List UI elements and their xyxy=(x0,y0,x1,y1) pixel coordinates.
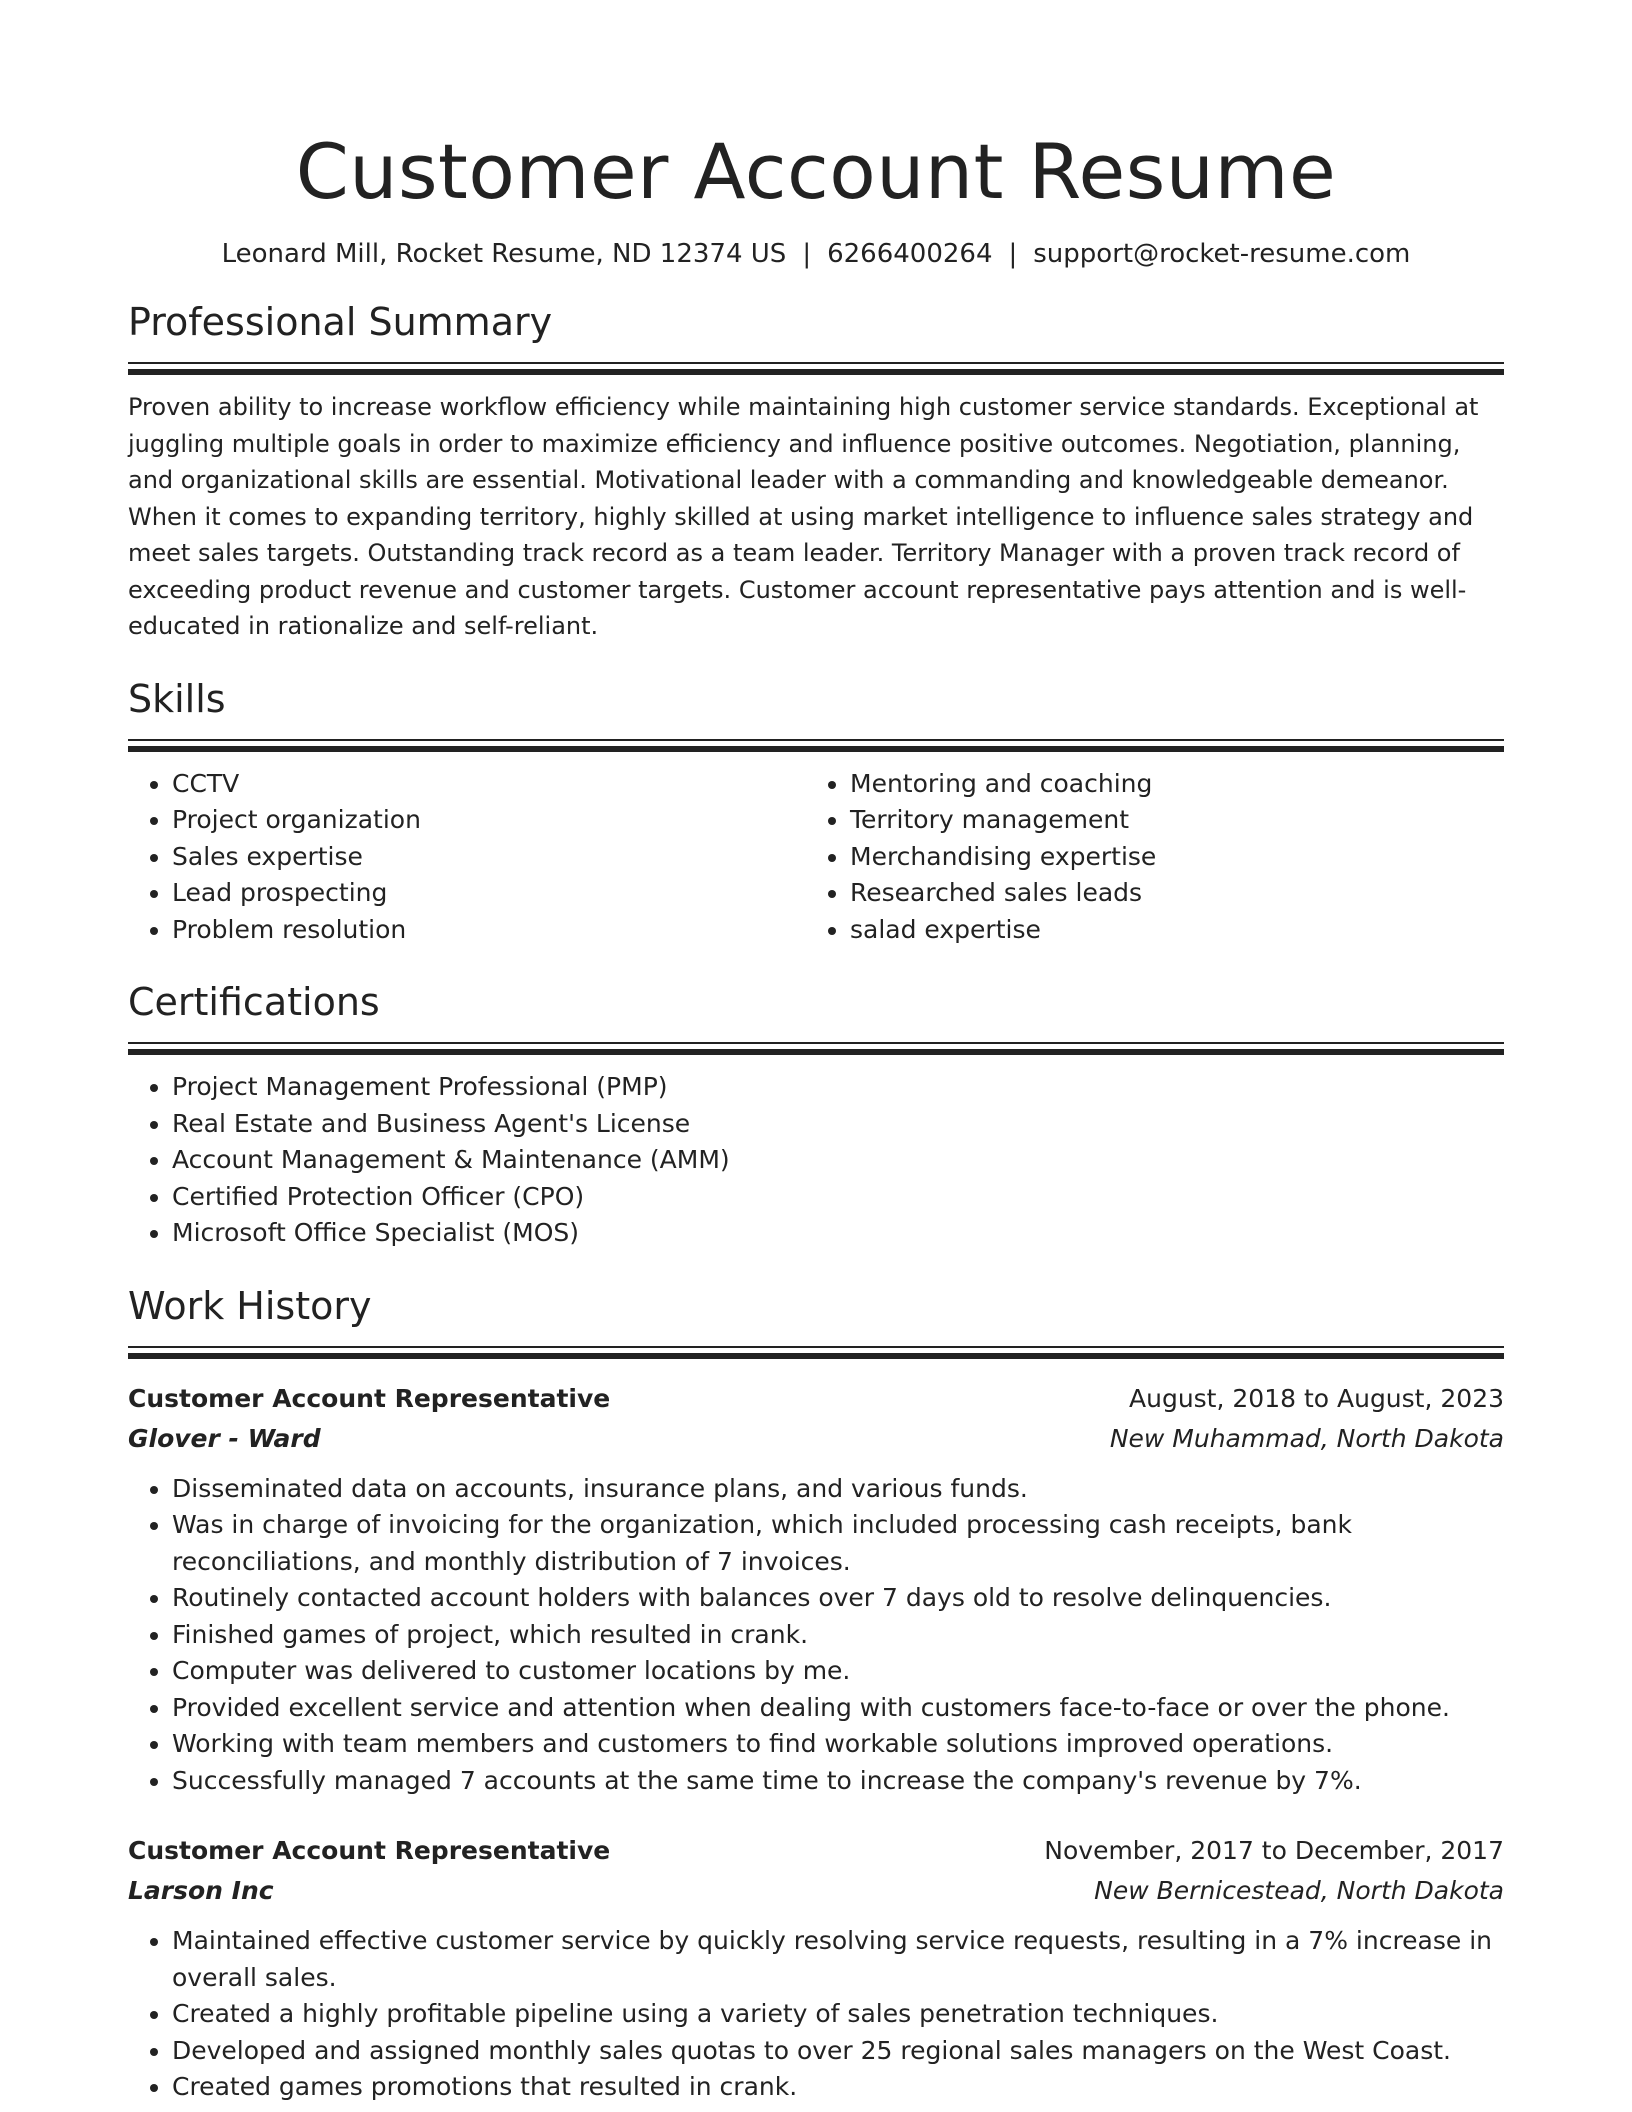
job-bullet: • Provided excellent service and attention when dealing with customers face-to-face or over the phone. xyxy=(172,1690,1504,1727)
job-title: Customer Account Representative xyxy=(128,1383,611,1413)
section-divider xyxy=(128,1042,1504,1055)
certifications-section xyxy=(128,976,1504,1252)
contact-email: support@rocket-resume.com xyxy=(1033,239,1411,269)
job-bullet: • Maintained effective customer service by quickly resolving service requests, resulting in a 7% increase in overall sales. xyxy=(172,1923,1504,1996)
job-bullet: • Successfully managed 7 accounts at the same time to increase the company's revenue by 7%. xyxy=(172,1763,1504,1800)
job-company: Larson Inc xyxy=(128,1876,274,1905)
skill-item: • Merchandising expertise xyxy=(850,839,1484,876)
skill-item: • Problem resolution xyxy=(172,912,806,949)
section-heading-summary: Professional Summary xyxy=(128,300,553,344)
job-company-row xyxy=(128,1419,1504,1459)
skill-item: • Researched sales leads xyxy=(850,875,1484,912)
skill-item: • Mentoring and coaching xyxy=(850,766,1484,803)
job-bullet: • Disseminated data on accounts, insurance plans, and various funds. xyxy=(172,1471,1504,1508)
job-entry xyxy=(128,1379,1504,1800)
certifications-list xyxy=(128,1069,1504,1252)
job-bullet: • Created a highly profitable pipeline using a variety of sales penetration techniques. xyxy=(172,1996,1504,2033)
resume-page xyxy=(128,0,1504,2106)
contact-separator: | xyxy=(802,239,812,269)
job-title: Customer Account Representative xyxy=(128,1836,611,1865)
job-location: New Muhammad, North Dakota xyxy=(1109,1423,1504,1453)
certification-item: • Account Management & Maintenance (AMM) xyxy=(172,1142,1504,1179)
job-bullet: • Was in charge of invoicing for the organization, which included processing cash receipts, bank reconciliations, and monthly distribution of 7 invoices. xyxy=(172,1507,1504,1580)
skills-list-right xyxy=(806,766,1484,949)
resume-title: Customer Account Resume xyxy=(295,127,1337,216)
skill-item: • salad expertise xyxy=(850,912,1484,949)
job-bullet: • Developed and assigned monthly sales quotas to over 25 regional sales managers on the West Coast. xyxy=(172,2033,1504,2070)
skill-item: • Lead prospecting xyxy=(172,875,806,912)
section-heading-work-history: Work History xyxy=(128,1283,372,1328)
certification-item: • Microsoft Office Specialist (MOS) xyxy=(172,1215,1504,1252)
contact-address: Leonard Mill, Rocket Resume, ND 12374 US xyxy=(221,239,787,269)
section-divider xyxy=(128,362,1504,375)
job-header-row xyxy=(128,1379,1504,1419)
section-heading-skills: Skills xyxy=(128,676,226,721)
job-dates: August, 2018 to August, 2023 xyxy=(1129,1383,1504,1413)
job-location: New Bernicestead, North Dakota xyxy=(1094,1876,1504,1905)
job-dates: November, 2017 to December, 2017 xyxy=(1044,1836,1504,1865)
section-heading-certifications: Certifications xyxy=(128,980,380,1024)
work-history-section xyxy=(128,1280,1504,2106)
skills-section xyxy=(128,673,1504,949)
section-divider xyxy=(128,739,1504,752)
job-bullet: • Finished games of project, which resulted in crank. xyxy=(172,1617,1504,1654)
job-bullet: • Working with team members and customers to find workable solutions improved operations. xyxy=(172,1726,1504,1763)
job-company-row xyxy=(128,1871,1504,1911)
skill-item: • Project organization xyxy=(172,802,806,839)
skills-list-left xyxy=(128,766,806,949)
job-header-row xyxy=(128,1831,1504,1871)
section-divider xyxy=(128,1346,1504,1359)
job-bullet: • Computer was delivered to customer locations by me. xyxy=(172,1653,1504,1690)
job-bullet: • Routinely contacted account holders with balances over 7 days old to resolve delinquencies. xyxy=(172,1580,1504,1617)
skills-grid xyxy=(128,766,1504,949)
skill-item: • CCTV xyxy=(172,766,806,803)
summary-text: Proven ability to increase workflow efficiency while maintaining high customer service standards. Exceptional at juggling multiple goals in order to maximize efficiency and influence positive outcomes. Negotiation, planning, and organizational skills are essential. Motivational leader with a commanding and knowledgeable demeanor. When it comes to expanding territory, highly skilled at using market intelligence to influence sales strategy and meet sales targets. Outstanding track record as a team leader. Territory Manager with a proven track record of exceeding product revenue and customer targets. Customer account representative pays attention and is well-educated in rationalize and self-reliant. xyxy=(128,393,1479,640)
job-bullets xyxy=(128,1471,1504,1800)
certification-item: • Certified Protection Officer (CPO) xyxy=(172,1179,1504,1216)
job-bullets xyxy=(128,1923,1504,2106)
certification-item: • Project Management Professional (PMP) xyxy=(172,1069,1504,1106)
contact-line xyxy=(128,236,1504,272)
summary-section xyxy=(128,296,1504,645)
job-bullet: • Created games promotions that resulted in crank. xyxy=(172,2069,1504,2106)
certification-item: • Real Estate and Business Agent's License xyxy=(172,1106,1504,1143)
contact-phone: 6266400264 xyxy=(827,239,993,269)
job-company: Glover - Ward xyxy=(128,1423,321,1453)
skill-item: • Sales expertise xyxy=(172,839,806,876)
contact-separator: | xyxy=(1008,239,1018,269)
skill-item: • Territory management xyxy=(850,802,1484,839)
job-entry xyxy=(128,1831,1504,2106)
